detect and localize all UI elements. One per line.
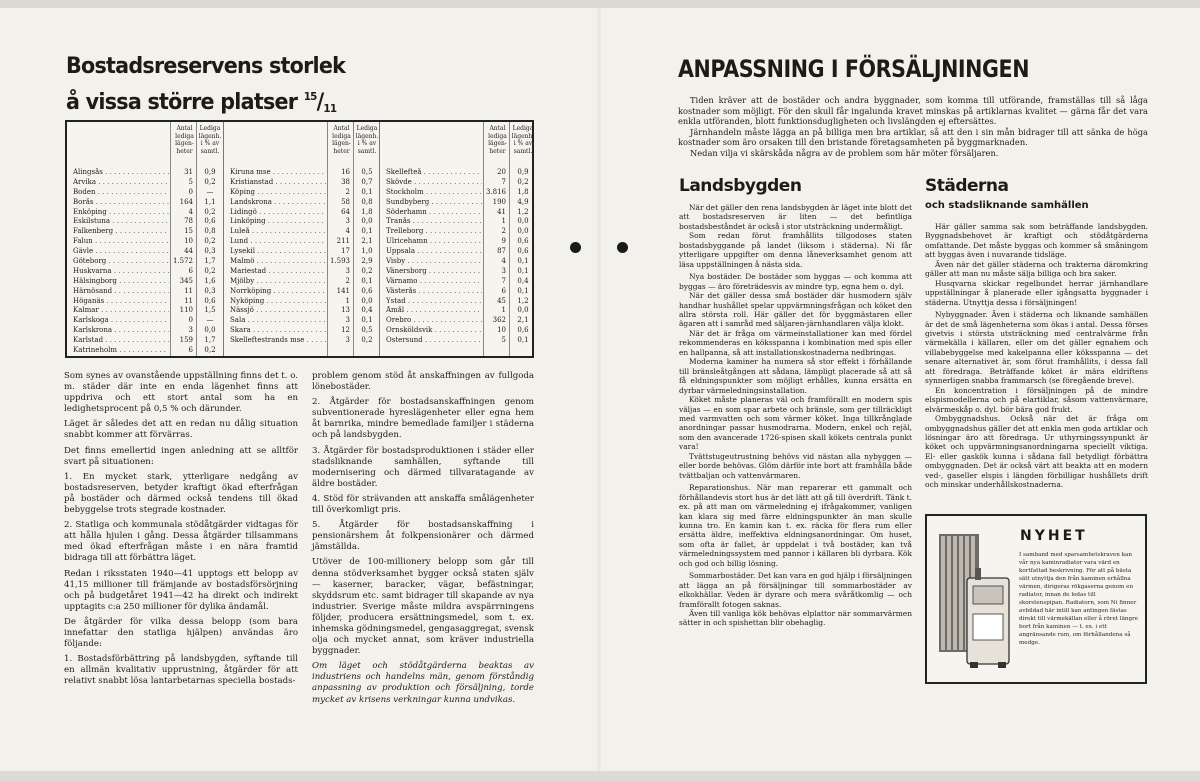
city-name: Borås . . .: [73, 198, 169, 208]
vacant-percent: 0,1: [361, 316, 373, 325]
vacant-percent: 0,0: [361, 217, 373, 226]
city-name: Mariestad . . .: [230, 267, 326, 277]
vacant-count: 3: [345, 316, 350, 325]
vacant-percent: 0,0: [517, 306, 529, 315]
paragraph: När det är fråga om värmeinstallationer kan med fördel rekommenderas en köksspanna i kombination med spis eller en hallpanna, så att installationskostnaderna nedbringas.: [679, 328, 912, 357]
vacant-count: 7: [501, 276, 506, 285]
paragraph: Sommarbostäder. Det kan vara en god hjälp i försäljningen att lägga an på försäljningar till sommarbostäder av elkokhällar. Veden är dyrare och mera svåråtkomlig — och framförallt fotogen saknas.: [679, 571, 912, 609]
vacant-percent: 0,6: [517, 247, 529, 256]
table-row: [67, 257, 223, 267]
city-name: Luleå . . .: [230, 227, 326, 237]
table-row: [380, 326, 535, 336]
vacant-percent: 0,7: [361, 177, 373, 186]
vacant-percent: 0,2: [204, 207, 216, 216]
ad-text: I samband med sparsamhetskraven kan vår nya kaminradiator vara värd en kortfattad beskrivning. För att på bästa sätt utnyttja den från kaminen erhållna värmen, dirigeras rökgaserna genom en radiator, innan de ledas till skorstenspipan. Radiatorn, som Ni finner avbildad här intill kan antingen fästas direkt till värmekällan eller å röret längre bort från kaminen — t. ex. i ett angränsande rum, om förhållandena så medge.: [1019, 552, 1139, 646]
vacant-count: 0: [188, 316, 193, 325]
header-antal: Antal lediga lägen-heter: [488, 125, 507, 155]
paragraph: Järnhandeln måste lägga an på billiga men bra artiklar, så att den i sin mån bidrager till att sänka de höga kostnader som äro orsaken till den bristande företagsamheten på byggmarknaden.: [678, 126, 1148, 148]
paragraph: 1. En mycket stark, ytterligare nedgång av bostadsreserven, betyder kraftigt ökad efterfrågan på bostäder och därmed också tendens till ökad bebyggelse trots stegrade kostnader.: [64, 471, 298, 516]
city-name: Trelleborg . . .: [386, 227, 482, 237]
vacant-percent: 1,8: [517, 187, 529, 196]
vacant-percent: 0,9: [204, 168, 216, 176]
city-name: Linköping . . .: [230, 217, 326, 227]
paragraph: Som redan förut framhållits tillgodoses staten bostadsbyggande på landet (liksom i städerna). Ni får ytterligare uppgifter om denna låneverksamhet genom att läsa uppställningen å nästa sida.: [679, 231, 912, 269]
paragraph: 4. Stöd för strävanden att anskaffa smålägenheter till överkomligt pris.: [312, 493, 534, 516]
vacant-percent: 2,1: [517, 316, 529, 325]
table-row: [67, 247, 223, 257]
city-name: Lund . . .: [230, 237, 326, 247]
city-name: Eskilstuna . . .: [73, 217, 169, 227]
vacant-percent: 0,2: [361, 266, 373, 275]
vacant-count: 4: [345, 227, 350, 236]
vacant-count: 6: [188, 266, 193, 275]
table-row: [224, 178, 379, 188]
vacant-count: 3: [345, 217, 350, 226]
vacant-count: 11: [184, 286, 193, 295]
paragraph: Här gäller samma sak som beträffande landsbygden. Byggnadsbehovet är kraftigt och stödåtgärderna omfattande. Det måste byggas och kommer så småningom att byggas även i nuvarande tidsläge.: [925, 222, 1148, 260]
table-rows: [67, 168, 223, 356]
vacant-percent: 1,6: [204, 276, 216, 285]
table-row: [224, 188, 379, 198]
city-name: Karlskrona . . .: [73, 326, 169, 336]
paragraph: En koncentration i försäljningen på de mindre elspismodellerna och på elartiklar, såsom vattenvärmare, elvärmeskåp o. dyl. bör bära god frukt.: [925, 385, 1148, 414]
vacant-percent: 0,6: [517, 237, 529, 246]
vacant-count: 41: [497, 207, 506, 216]
table-row: [67, 346, 223, 356]
left-text-col-1: [64, 371, 298, 687]
vacant-count: 4: [501, 257, 506, 266]
vacant-percent: 0,5: [361, 326, 373, 335]
city-name: Köping . . .: [230, 188, 326, 198]
vacant-count: 17: [341, 247, 350, 256]
city-name: Katrineholm . . .: [73, 346, 169, 356]
vacant-count: 20: [497, 168, 506, 176]
table-rows: [224, 168, 379, 346]
vacant-percent: 0,4: [517, 276, 529, 285]
vacant-percent: 0,6: [517, 326, 529, 335]
vacant-percent: —: [206, 187, 214, 196]
vacant-count: 110: [179, 306, 193, 315]
vacant-count: 5: [501, 336, 506, 345]
vacant-percent: 0,6: [204, 217, 216, 226]
city-name: Höganäs . . .: [73, 297, 169, 307]
city-name: Värnamo . . .: [386, 277, 482, 287]
table-row: [380, 306, 535, 316]
city-name: Vänersborg . . .: [386, 267, 482, 277]
paragraph: Nya bostäder. De bostäder som byggas — och komma att byggas — äro företrädesvis av mindre typ, egna hem o. dyl.: [679, 272, 912, 291]
table-row: [224, 326, 379, 336]
title-line-2: å vissa större platser $^{15}/_{11}$: [66, 90, 337, 115]
vacant-count: 31: [184, 168, 193, 176]
city-name: Östersund . . .: [386, 336, 482, 346]
vacant-percent: 0,0: [517, 227, 529, 236]
vacant-percent: 1,8: [361, 207, 373, 216]
city-name: Boden . . .: [73, 188, 169, 198]
city-name: Kristianstad . . .: [230, 178, 326, 188]
city-name: Arvika . . .: [73, 178, 169, 188]
header-antal: Antal lediga lägen-heter: [332, 125, 351, 155]
vacant-count: 58: [341, 197, 350, 206]
table-rows: [380, 168, 535, 346]
vacant-percent: 0,2: [204, 346, 216, 355]
paragraph: Även till vanliga kök behövas elplattor när sommarvärmen sätter in och spishettan blir obehaglig.: [679, 609, 912, 628]
vacant-count: 0: [188, 187, 193, 196]
vacant-count: 2: [345, 276, 350, 285]
vacant-percent: 1,1: [204, 197, 216, 206]
vacant-percent: 0,1: [361, 276, 373, 285]
vacant-count: 3: [345, 336, 350, 345]
vacant-count: 38: [341, 177, 350, 186]
table-row: [67, 227, 223, 237]
city-name: Tranås . . .: [386, 217, 482, 227]
city-name: Nyköping . . .: [230, 297, 326, 307]
table-column-3: [379, 122, 535, 356]
ad-title: NYHET: [1020, 528, 1088, 544]
table-row: [224, 277, 379, 287]
vacant-count: 6: [188, 346, 193, 355]
table-row: [67, 237, 223, 247]
table-row: [67, 336, 223, 346]
vacant-percent: 0,3: [204, 286, 216, 295]
table-row: [224, 217, 379, 227]
paragraph: 2. Åtgärder för bostadsanskaffningen genom subventionerade hyreslägenheter eller egna hem åt barnrika, mindre bemedlade familjer i städerna och på landsbygden.: [312, 397, 534, 441]
vacant-count: 141: [336, 286, 350, 295]
paragraph: 1. Bostadsförbättring på landsbygden, syftande till en allmän kvalitativ upprustning, åtgärder för att relativt snabbt lösa lantarbetarnas speciella bostads-: [64, 654, 298, 687]
table-row: [380, 287, 535, 297]
table-row: [224, 306, 379, 316]
paragraph: Moderna kaminer ha numera så stor effekt i förhållande till bränsleåtgången att sådana, lämpligt placerade så att så få eldningspunkter som möjligt erhålles, kunna ersätta en dyrbar värmeledningsinstallation.: [679, 357, 912, 395]
table-row: [224, 237, 379, 247]
table-row: [380, 227, 535, 237]
city-name: Norrköping . . .: [230, 287, 326, 297]
table-row: [67, 267, 223, 277]
center-fold: [596, 8, 602, 771]
intro-text: [678, 95, 1148, 159]
city-name: Härnösand . . .: [73, 287, 169, 297]
city-name: Huskvarna . . .: [73, 267, 169, 277]
table-row: [67, 297, 223, 307]
city-name: Göteborg . . .: [73, 257, 169, 267]
city-name: Karlstad . . .: [73, 336, 169, 346]
vacant-count: 1: [501, 306, 506, 315]
vacant-count: 1.572: [172, 257, 193, 266]
vacant-percent: 0,5: [361, 168, 373, 176]
paragraph: Som synes av ovanstående uppställning finns det t. o. m. städer där inte en enda lägenhet finns att uppdriva och ett stort antal som ha en ledighetsprocent på 0,5 % och därunder.: [64, 371, 298, 415]
vacant-count: 3.816: [485, 187, 506, 196]
header-procent: Lediga lägenh. i % av samtl.: [198, 125, 222, 155]
paragraph: Nedan vilja vi skärskåda några av de problem som här möter försäljaren.: [690, 147, 999, 158]
section-title-staderna: Städerna: [925, 176, 1009, 196]
vacant-percent: 0,4: [361, 306, 373, 315]
kamin-radiator-illustration: [935, 528, 1015, 678]
city-name: Falkenberg . . .: [73, 227, 169, 237]
vacant-count: 5: [188, 177, 193, 186]
header-procent: Lediga lägenh. i % av samtl.: [355, 125, 379, 155]
paragraph: De åtgärder för vilka dessa belopp (som bara innefattar den statliga hjälpen) användas äro följande:: [64, 616, 298, 650]
vacant-percent: 0,1: [517, 257, 529, 266]
paragraph: Redan i riksstaten 1940—41 upptogs ett belopp av 41,15 millioner till främjande av bostadsförsörjning och på budgetåret 1941—42 ha direkt och indirekt upptagits c:a 250 millioner för dylika ändamål.: [64, 568, 298, 612]
vacant-percent: 0,1: [361, 227, 373, 236]
vacant-count: 1: [345, 296, 350, 305]
vacancy-table: [65, 120, 534, 358]
right-title: ANPASSNING I FÖRSÄLJNINGEN: [678, 55, 1030, 83]
table-row: [380, 168, 535, 178]
vacant-percent: 4,9: [517, 197, 529, 206]
city-name: Lysekil . . .: [230, 247, 326, 257]
table-row: [224, 336, 379, 346]
vacant-count: 2: [501, 227, 506, 236]
table-row: [380, 247, 535, 257]
city-name: Malmö . . .: [230, 257, 326, 267]
city-name: Skara . . .: [230, 326, 326, 336]
paragraph: Reparationshus. När man reparerar ett gammalt och förhållandevis stort hus är det lätt att gå till överdrift. Tänk t. ex. på att man om värmeledning ej ifrågakommer, vanligen kan klara sig med färre eldningspunkter än man skulle kunna tro. En kamin kan t. ex. räcka för flera rum eller ersätta äldre, ineffektiva eldningsanordningar. Om huset, som ofta är fallet, är uppdelat i två bostäder, kan två värmeledningssystem med pannor i källaren bli dyrbara. Kök och god och billig lösning.: [679, 483, 912, 568]
vacant-count: 64: [341, 207, 350, 216]
table-row: [380, 336, 535, 346]
vacant-count: 6: [501, 286, 506, 295]
staderna-text: [925, 222, 1148, 490]
vacant-percent: —: [206, 316, 214, 325]
vacant-count: 3: [501, 266, 506, 275]
vacant-count: 345: [179, 276, 193, 285]
city-name: Söderhamn . . .: [386, 208, 482, 218]
table-row: [380, 277, 535, 287]
section-title-landsbygden: Landsbygden: [679, 176, 802, 196]
vacant-percent: 2,1: [361, 237, 373, 246]
vacant-count: 12: [341, 326, 350, 335]
vacant-count: 45: [497, 296, 506, 305]
city-name: Visby . . .: [386, 257, 482, 267]
city-name: Enköping . . .: [73, 208, 169, 218]
table-row: [67, 326, 223, 336]
city-name: Sala . . .: [230, 316, 326, 326]
vacant-percent: 0,2: [204, 237, 216, 246]
city-name: Karlskoga . . .: [73, 316, 169, 326]
vacant-percent: 0,1: [517, 286, 529, 295]
city-name: Ystad . . .: [386, 297, 482, 307]
table-row: [67, 316, 223, 326]
city-name: Kiruna mse . . .: [230, 168, 326, 178]
city-name: Falun . . .: [73, 237, 169, 247]
city-name: Skellefteå . . .: [386, 168, 482, 178]
paragraph: Även när det gäller städerna och trakterna däromkring gäller att man nu måste sälja billiga och bra saker.: [925, 259, 1148, 279]
vacant-percent: 1,0: [361, 247, 373, 256]
city-name: Landskrona . . .: [230, 198, 326, 208]
city-name: Skelleftestrands mse . . .: [230, 336, 326, 346]
table-row: [380, 188, 535, 198]
table-column-2: [223, 122, 379, 356]
table-row: [380, 237, 535, 247]
vacant-count: 211: [336, 237, 350, 246]
paragraph: Köket måste planeras väl och framförallt en modern spis väljas — en som spar arbete och bränsle, som ger tillräckligt med varmvatten och som värmer köket. Inga tillkrånglade anordningar passar husmodrarna. Modern, enkel och rejäl, som den avancerade 1726-spisen skall kökets centrala punkt vara!: [679, 395, 912, 452]
vacant-percent: 0,6: [361, 286, 373, 295]
vacant-percent: 0,9: [517, 168, 529, 176]
table-row: [224, 257, 379, 267]
left-text-col-2: [312, 371, 534, 706]
vacant-count: 1: [501, 217, 506, 226]
paragraph: Tvättstugeutrustning behövs vid nästan alla nybyggen — eller borde behövas. Glöm därför inte bort att framhålla både tvättbaljan och vattenvärmaren.: [679, 451, 912, 480]
punch-hole: [570, 242, 581, 253]
vacant-percent: 0,0: [204, 326, 216, 335]
punch-hole: [617, 242, 628, 253]
paragraph: Det finns emellertid ingen anledning att se alltför svart på situationen:: [64, 445, 298, 467]
vacant-percent: 0,0: [517, 217, 529, 226]
paragraph: Om läget och stödåtgärderna beaktas av industriens och handelns män, genom förståndig anpassning av produktion och försäljning, torde mycket av krisens verkningar kunna undvikas.: [312, 661, 534, 705]
vacant-count: 362: [492, 316, 506, 325]
table-row: [380, 257, 535, 267]
table-row: [224, 247, 379, 257]
table-row: [380, 316, 535, 326]
table-row: [224, 316, 379, 326]
vacant-percent: 0,1: [517, 266, 529, 275]
vacant-count: 87: [497, 247, 506, 256]
vacant-percent: 1,7: [204, 336, 216, 345]
table-row: [380, 208, 535, 218]
header-antal: Antal lediga lägen-heter: [175, 125, 194, 155]
vacant-percent: 0,8: [204, 227, 216, 236]
city-name: Stockholm . . .: [386, 188, 482, 198]
section-subtitle-staderna: och stadsliknande samhällen: [925, 200, 1089, 211]
table-row: [67, 198, 223, 208]
vacant-percent: 1,2: [517, 296, 529, 305]
paragraph: Läget är således det att en redan nu dålig situation snabbt kommer att förvärras.: [64, 419, 298, 441]
paragraph: När det gäller dessa små bostäder där husmodern själv handhar hushållet spelar uppvärmningsfrågan och köket den allra största roll. Här gäller det för byggmästaren eller ägaren att i samråd med säljaren-järnhandlaren välja klokt.: [679, 291, 912, 329]
paragraph: 5. Åtgärder för bostadsanskaffning i pensionärshem åt folkpensionärer och därmed jämställda.: [312, 520, 534, 553]
vacant-percent: 0,2: [361, 336, 373, 345]
table-row: [380, 198, 535, 208]
paragraph: Tiden kräver att de bostäder och andra byggnader, som komma till utförande, framställas till så låga kostnader som möjligt. För den skull får ingalunda kravet minskas på artiklarnas kvalitet — gärna får det vara enkla utföranden, blott funktionsdugligheten och livslängden ej eftersättes.: [678, 95, 1148, 127]
table-row: [224, 287, 379, 297]
city-name: Gävle . . .: [73, 247, 169, 257]
vacant-count: 11: [184, 296, 193, 305]
city-name: Ulricehamn . . .: [386, 237, 482, 247]
city-name: Alingsås . . .: [73, 168, 169, 178]
paragraph: Nybyggnader. Även i städerna och liknande samhällen är det de små lägenheterna som ökas i antal. Dessa förses givetvis i största utsträckning med centralvärme från värmekälla i källaren, eller om det gäller egnahem och villabebyggelse med kakelpanna eller köksspanna — det senare alternativet är, som förut framhållits, i dessa fall att föredraga. Beträffande köket är mära eldriftens synnerligen snabba frammarsch (se föregående breve).: [925, 310, 1148, 386]
header-procent: Lediga lägenh. i % av samtl.: [511, 125, 535, 155]
vacant-count: 1.593: [329, 257, 350, 266]
vacant-count: 10: [184, 237, 193, 246]
vacant-count: 4: [188, 207, 193, 216]
paragraph: 3. Åtgärder för bostadsproduktionen i städer eller stadsliknande samhällen, syftande till modernisering och därmed tillvaratagande av äldre bostäder.: [312, 445, 534, 489]
city-name: Kalmar . . .: [73, 306, 169, 316]
paragraph: Ombyggnadshus. Också när det är fråga om ombyggnadshus gäller det att enkla men goda artiklar och lösningar äro att föredraga. Ur uthyrningssynpunkt är köket och uppvärmningsanordningarna speciellt viktiga. El- eller gaskök kunna i sådana fall betydligt förbättra ombyggnaden. Det är också värt att beakta att en modern ved-, gaseller elspis i längden förbilligar hushållets drift och minskar underhållskostnaderna.: [925, 414, 1148, 490]
city-name: Åmål . . .: [386, 306, 482, 316]
city-name: Lidingö . . .: [230, 208, 326, 218]
table-row: [224, 168, 379, 178]
table-row: [67, 277, 223, 287]
table-row: [224, 297, 379, 307]
vacant-percent: 1,2: [517, 207, 529, 216]
table-row: [224, 267, 379, 277]
vacant-percent: 0,6: [204, 296, 216, 305]
vacant-percent: 0,2: [204, 266, 216, 275]
paragraph: Utöver de 100-millionery belopp som går till denna stödverksamhet bygger också staten själv — kaserner, baracker, vägar, befästningar, skyddsrum etc. samt bidrager till skapande av nya industrier. Sverige måste mildra avspärrningens följder, producera ersättningsmedel, som t. ex. inhemska gödningsmedel, gengasaggregat, svensk olja och mycket annat, som kräver industriella byggnader.: [312, 557, 534, 657]
vacant-percent: 0,8: [361, 197, 373, 206]
vacant-percent: 0,1: [361, 187, 373, 196]
table-row: [67, 287, 223, 297]
vacant-percent: 2,9: [361, 257, 373, 266]
table-row: [67, 188, 223, 198]
vacant-count: 190: [492, 197, 506, 206]
city-name: Nässjö . . .: [230, 306, 326, 316]
vacant-percent: 0,0: [361, 296, 373, 305]
vacant-percent: 0,3: [204, 247, 216, 256]
vacant-percent: 1,5: [204, 306, 216, 315]
table-row: [380, 267, 535, 277]
vacant-count: 13: [341, 306, 350, 315]
vacant-percent: 0,1: [517, 336, 529, 345]
table-row: [67, 168, 223, 178]
table-row: [67, 178, 223, 188]
city-name: Västerås . . .: [386, 287, 482, 297]
table-row: [224, 227, 379, 237]
city-name: Örebro . . .: [386, 316, 482, 326]
nyhet-advertisement: [925, 514, 1147, 684]
paragraph: 2. Statliga och kommunala stödåtgärder vidtagas för att hålla hjulen i gång. Dessa åtgärder tillsammans med ökad efterfrågan måste i en nära framtid bidraga till att förbättra läget.: [64, 520, 298, 564]
vacant-percent: 1,7: [204, 257, 216, 266]
vacant-count: 16: [341, 168, 350, 176]
vacant-percent: 0,2: [517, 177, 529, 186]
city-name: Örnsköldsvik . . .: [386, 326, 482, 336]
vacant-count: 9: [501, 237, 506, 246]
vacant-count: 10: [497, 326, 506, 335]
vacant-count: 78: [184, 217, 193, 226]
city-name: Mjölby . . .: [230, 277, 326, 287]
table-row: [67, 217, 223, 227]
vacant-count: 3: [345, 266, 350, 275]
paragraph: När det gäller den rena landsbygden är läget inte blott det att bostadsreserven är liten — det befintliga bostadsbeståndet är också i stor utsträckning undermåligt.: [679, 203, 912, 231]
vacant-count: 3: [188, 326, 193, 335]
vacant-count: 7: [501, 177, 506, 186]
paragraph: problem genom stöd åt anskaffningen av fullgoda lönebostäder.: [312, 371, 534, 393]
table-row: [67, 208, 223, 218]
vacant-count: 2: [345, 187, 350, 196]
table-row: [380, 217, 535, 227]
vacant-percent: 0,2: [204, 177, 216, 186]
table-row: [224, 208, 379, 218]
title-line-1: Bostadsreservens storlek: [66, 54, 346, 79]
table-column-1: [67, 122, 223, 356]
vacant-count: 44: [184, 247, 193, 256]
vacant-count: 159: [179, 336, 193, 345]
city-name: Uppsala . . .: [386, 247, 482, 257]
vacant-count: 15: [184, 227, 193, 236]
table-row: [380, 178, 535, 188]
table-row: [224, 198, 379, 208]
landsbygden-text: [679, 203, 912, 628]
city-name: Sundbyberg . . .: [386, 198, 482, 208]
paragraph: Husqvarna skickar regelbundet herrar järnhandlare uppställningar å planerade eller igångsatta byggnader i städerna. Utnyttja dessa i försäljningen!: [925, 278, 1148, 307]
vacant-count: 164: [179, 197, 193, 206]
table-row: [380, 297, 535, 307]
city-name: Skövde . . .: [386, 178, 482, 188]
table-row: [67, 306, 223, 316]
city-name: Hälsingborg . . .: [73, 277, 169, 287]
